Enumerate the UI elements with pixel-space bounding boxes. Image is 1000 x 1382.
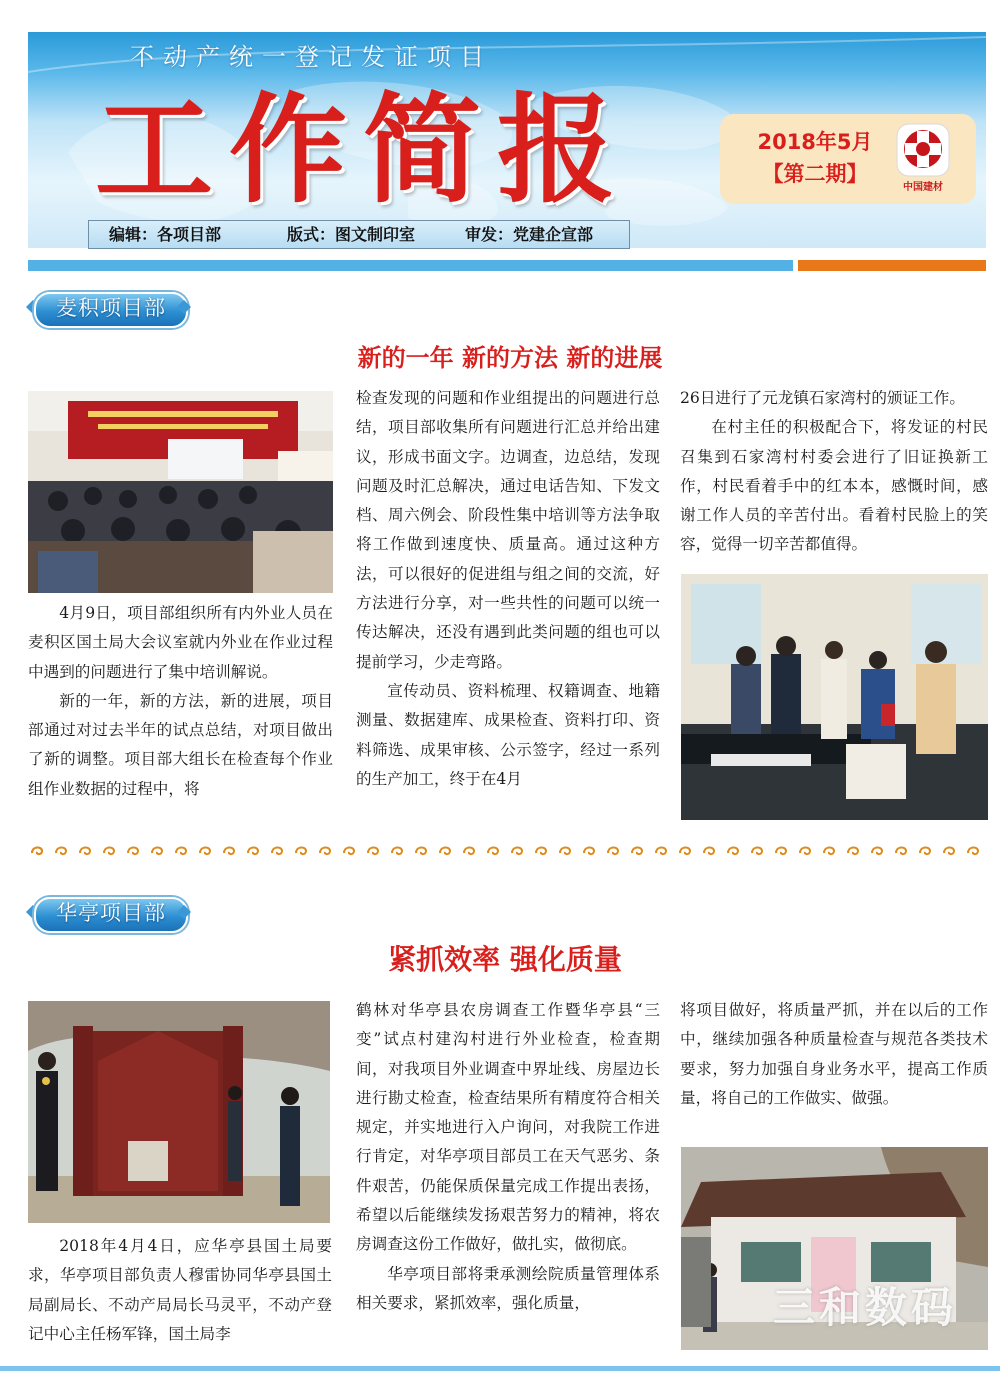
tag-label: 麦积项目部: [56, 296, 166, 320]
section2-column-3: [680, 996, 988, 1126]
credit-bar: [88, 220, 630, 249]
paragraph: 2018年4月4日，应华亭县国土局要求，华亭项目部负责人穆雷协同华亭县国土局副局长、不动产局局长马灵平，不动产登记中心主任杨军锋，国土局李: [28, 1237, 332, 1343]
section2-column-1: [28, 1232, 332, 1356]
tag-label: 华亭项目部: [56, 901, 166, 925]
section-tag-maiji: [26, 289, 191, 327]
section2-column-2: [356, 996, 660, 1356]
paragraph: 检查发现的问题和作业组提出的问题进行总结，项目部收集所有问题进行汇总并给出建议，形成书面文字。边调查，边总结，发现问题及时汇总解决，通过电话告知、下发文档、周六例会、阶段性集中培训等方法争取将工作做到速度快、质量高。通过这种方法，可以很好的促进组与组之间的交流，好方法进行分享，对一些共性的问题可以统一传达解决，还没有遇到此类问题的组也可以提前学习，少走弯路。: [356, 389, 660, 671]
paragraph: 宣传动员、资料梳理、权籍调查、地籍测量、数据建库、成果检查、资料打印、资料筛选、成果审核、公示签字，经过一系列的生产加工，终于在4月: [356, 681, 660, 788]
paragraph: 26日进行了元龙镇石家湾村的颁证工作。: [680, 389, 965, 407]
paragraph: 在村主任的积极配合下，将发证的村民召集到石家湾村村委会进行了旧证换新工作，村民看着手中的红本本，感慨时间，感谢工作人员的辛苦付出。看着村民脸上的笑容，觉得一切辛苦都值得。: [680, 418, 988, 554]
ornamental-divider: [28, 843, 986, 859]
training-meeting-photo: [28, 391, 333, 593]
paragraph: 华亭项目部将秉承测绘院质量管理体系相关要求，紧抓效率，强化质量，: [356, 1264, 660, 1312]
watermark-text: 三和数码: [772, 1283, 957, 1332]
issue-info: [740, 126, 890, 196]
company-logo: [890, 122, 956, 196]
section1-headline: 新的一年 新的方法 新的进展: [357, 344, 663, 372]
paragraph: 将项目做好，将质量严抓，并在以后的工作中，继续加强各种质量检查与规范各类技术要求，努力加强自身业务水平，提高工作质量，将自己的工作做实、做强。: [680, 1001, 988, 1107]
paragraph: 4月9日，项目部组织所有内外业人员在麦积区国土局大会议室就内外业在作业过程中遇到的问题进行了集中培训解说。: [28, 604, 333, 681]
masthead-subtitle: 不动产统一登记发证项目: [130, 43, 493, 71]
credit-layout: 版式：图文制印室: [287, 225, 416, 244]
paragraph: 新的一年，新的方法，新的进展，项目部通过对过去半年的试点总结，对项目做出了新的调整。项目部大组长在检查每个作业组作业数据的过程中，将: [28, 691, 333, 798]
section-tag-huating: [26, 894, 191, 932]
section1-column-2: [356, 384, 660, 834]
header-rule-orange: [798, 260, 986, 271]
section2-headline: 紧抓效率 强化质量: [388, 943, 622, 976]
header-rule-blue: [28, 260, 793, 271]
logo-caption: 中国建材: [903, 182, 943, 193]
credit-editor: 编辑：各项目部: [109, 225, 222, 244]
issue-date: 2018年5月: [757, 130, 873, 154]
issue-number: 【第二期】: [762, 162, 868, 186]
certificate-handout-photo: [681, 574, 988, 820]
section1-column-1: [28, 599, 333, 834]
tag-ornament-icon: [177, 905, 191, 919]
paragraph: 鹤林对华亭县农房调查工作暨华亭县“三变”试点村建沟村进行外业检查，检查期间，对我项目外业调查中界址线、房屋边长进行勘丈检查，检查结果所有精度符合相关规定，并实地进行入户询问，对我院工作进行肯定，对华亭项目部员工在天气恶劣、条件艰苦，仍能保质保量完成工作提出表扬，希望以后能继续发扬艰苦努力的精神，将农房调查这份工作做好，做扎实，做彻底。: [356, 1001, 660, 1254]
credit-review: 审发：党建企宣部: [465, 225, 594, 244]
tag-ornament-icon: [177, 300, 191, 314]
field-inspection-photo: [28, 1001, 330, 1223]
section1-column-3: [680, 384, 988, 564]
masthead-title: 工作简报: [95, 81, 632, 219]
cnbm-logo-icon: [890, 122, 956, 178]
footer-rule: [0, 1366, 1000, 1371]
